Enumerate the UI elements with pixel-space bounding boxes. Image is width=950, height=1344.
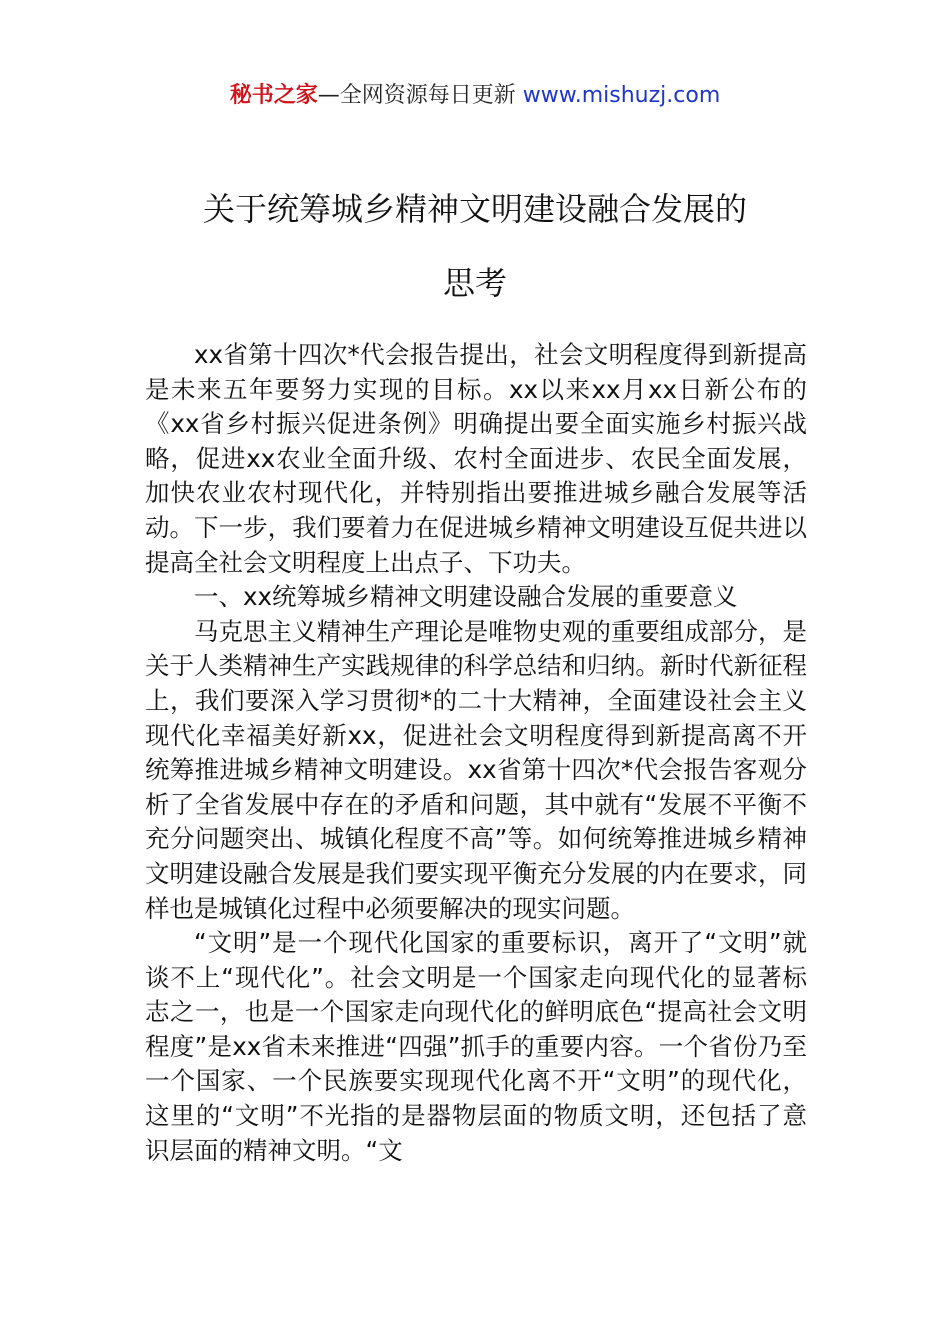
- intro-paragraph: xx省第十四次*代会报告提出，社会文明程度得到新提高是未来五年要努力实现的目标。xx以来xx月xx日新公布的《xx省乡村振兴促进条例》明确提出要全面实施乡村振兴战略，促进xx农业全面升级、农村全面进步、农民全面发展，加快农业农村现代化，并特别指出要推进城乡融合发展等活动。下一步，我们要着力在促进城乡精神文明建设互促共进以提高全社会文明程度上出点子、下功夫。: [145, 340, 807, 577]
- site-url-link[interactable]: www.mishuzj.com: [522, 83, 721, 108]
- document-title-line-1: 关于统筹城乡精神文明建设融合发展的: [202, 190, 747, 228]
- site-brand: 秘书之家: [229, 83, 318, 108]
- site-tagline: —全网资源每日更新: [317, 83, 523, 108]
- section-heading: 一、xx统筹城乡精神文明建设融合发展的重要意义: [194, 582, 738, 612]
- body-paragraph: 马克思主义精神生产理论是唯物史观的重要组成部分，是关于人类精神生产实践规律的科学总结和归纳。新时代新征程上，我们要深入学习贯彻*的二十大精神，全面建设社会主义现代化幸福美好新xx，促进社会文明程度得到新提高离不开统筹推进城乡精神文明建设。xx省第十四次*代会报告客观分析了全省发展中存在的矛盾和问题，其中就有“发展不平衡不充分问题突出、城镇化程度不高”等。如何统筹推进城乡精神文明建设融合发展是我们要实现平衡充分发展的内在要求，同样也是城镇化过程中必须要解决的现实问题。: [145, 616, 807, 923]
- site-header: [0, 80, 950, 112]
- document-title: [0, 172, 950, 320]
- body-paragraph: “文明”是一个现代化国家的重要标识，离开了“文明”就谈不上“现代化”。社会文明是一个国家走向现代化的显著标志之一，也是一个国家走向现代化的鲜明底色“提高社会文明程度”是xx省未来推进“四强”抓手的重要内容。一个省份乃至一个国家、一个民族要实现现代化离不开“文明”的现代化，这里的“文明”不光指的是器物层面的物质文明，还包括了意识层面的精神文明。“文: [145, 928, 807, 1165]
- document-title-line-2: 思考: [442, 264, 507, 302]
- document-body: [145, 338, 807, 1168]
